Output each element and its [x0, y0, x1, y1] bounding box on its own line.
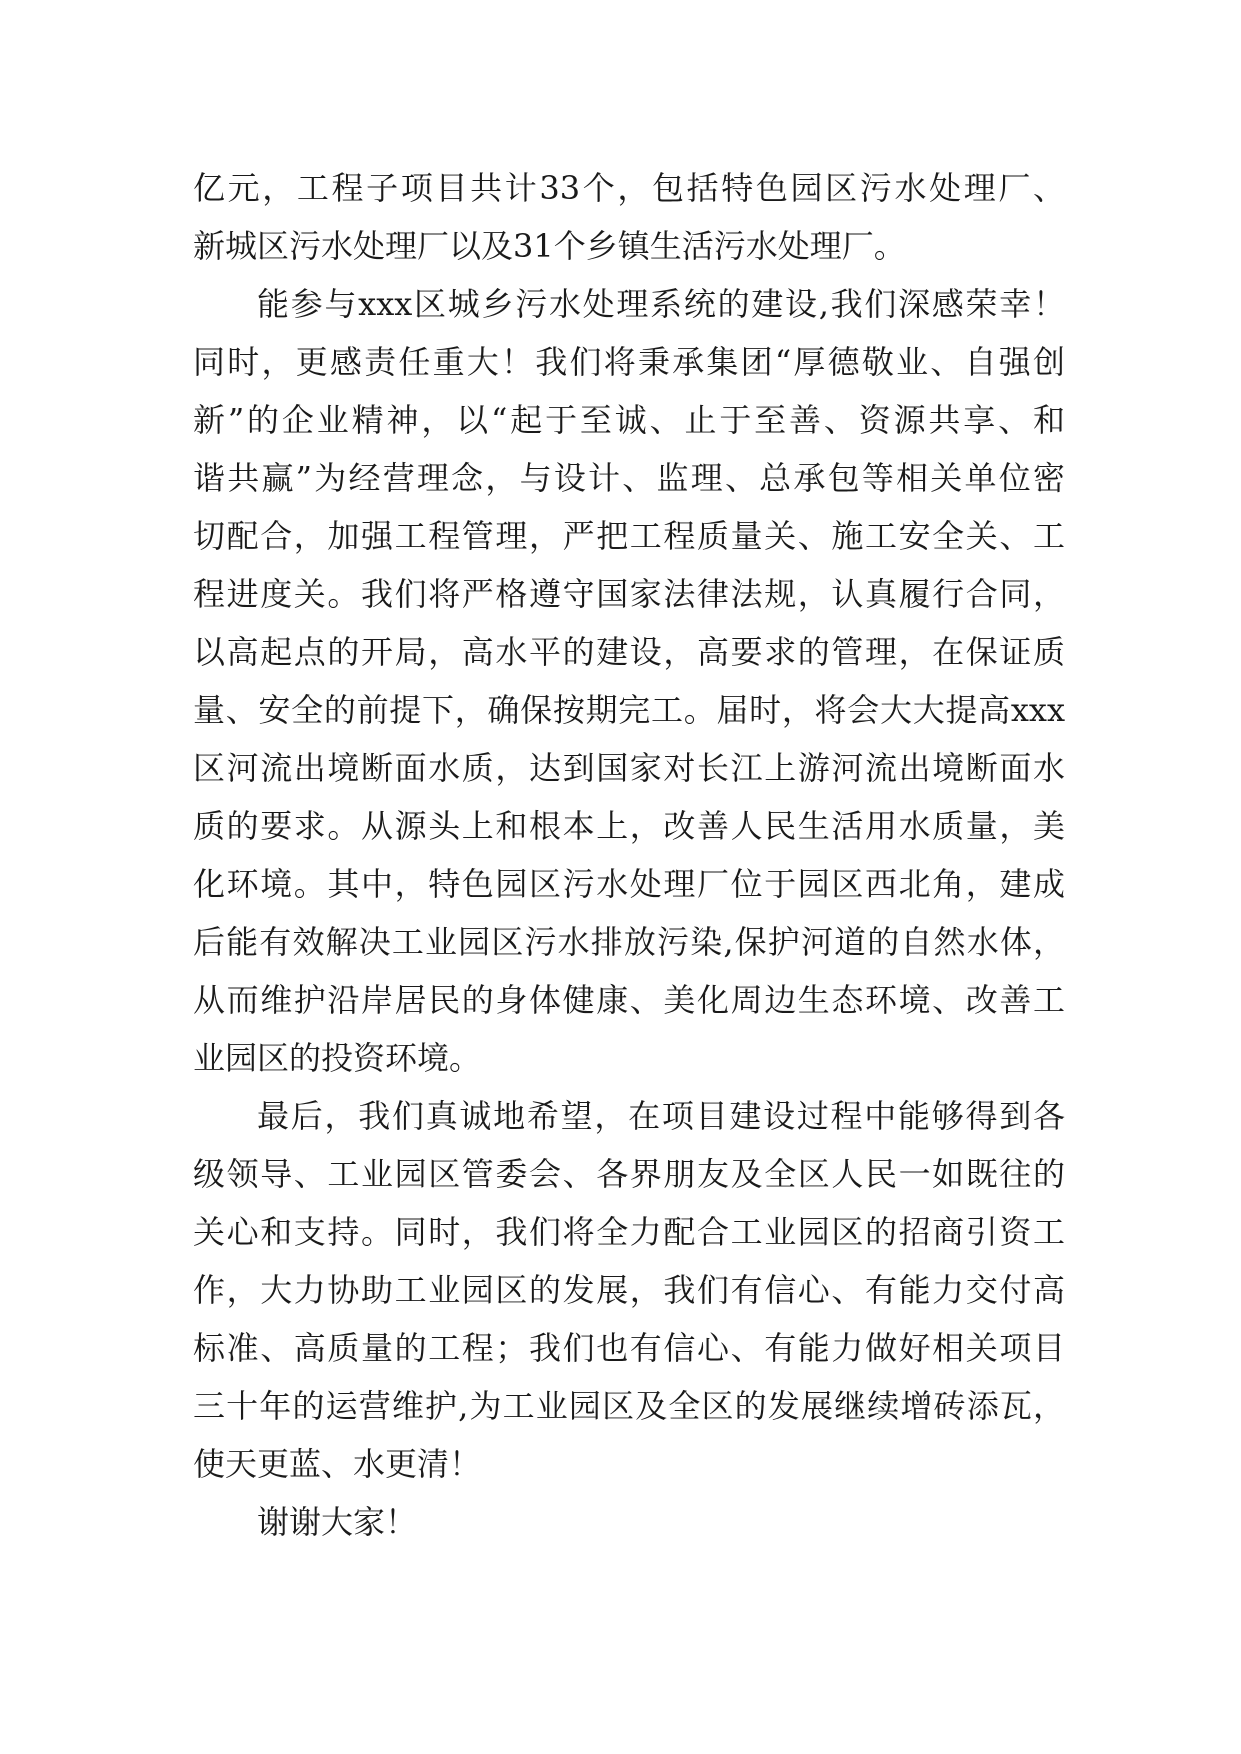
paragraph-3: [193, 1087, 1065, 1493]
text-line: 级领导、工业园区管委会、各界朋友及全区人民一如既往的: [193, 1155, 1065, 1193]
text-line: 业园区的投资环境。: [193, 1039, 482, 1077]
document-body: [193, 159, 1065, 1551]
paragraph-1: [193, 159, 1065, 275]
text-line: 能参与xxx区城乡污水处理系统的建设,我们深感荣幸！: [257, 285, 1065, 323]
text-line: 后能有效解决工业园区污水排放污染,保护河道的自然水体，: [193, 923, 1065, 961]
text-line: 作，大力协助工业园区的发展，我们有信心、有能力交付高: [193, 1271, 1065, 1309]
text-line: 标准、高质量的工程；我们也有信心、有能力做好相关项目: [193, 1329, 1065, 1367]
text-line: 同时，更感责任重大！我们将秉承集团“厚德敬业、自强创: [193, 343, 1065, 381]
text-line: 关心和支持。同时，我们将全力配合工业园区的招商引资工: [193, 1213, 1065, 1251]
text-line: 以高起点的开局，高水平的建设，高要求的管理，在保证质: [193, 633, 1065, 671]
text-line: 新城区污水处理厂以及31个乡镇生活污水处理厂。: [193, 227, 906, 265]
text-line: 使天更蓝、水更清！: [193, 1445, 482, 1483]
text-line: 切配合，加强工程管理，严把工程质量关、施工安全关、工: [193, 517, 1065, 555]
text-line: 从而维护沿岸居民的身体健康、美化周边生态环境、改善工: [193, 981, 1065, 1019]
text-line: 区河流出境断面水质，达到国家对长江上游河流出境断面水: [193, 749, 1065, 787]
text-line: 质的要求。从源头上和根本上，改善人民生活用水质量，美: [193, 807, 1065, 845]
text-line: 量、安全的前提下，确保按期完工。届时，将会大大提高xxx: [193, 691, 1065, 729]
text-line: 三十年的运营维护,为工业园区及全区的发展继续增砖添瓦，: [193, 1387, 1065, 1425]
text-line: 程进度关。我们将严格遵守国家法律法规，认真履行合同，: [193, 575, 1065, 613]
text-line: 亿元，工程子项目共计33个，包括特色园区污水处理厂、: [193, 169, 1065, 207]
text-line: 新”的企业精神，以“起于至诚、止于至善、资源共享、和: [193, 401, 1065, 439]
text-line: 谐共赢”为经营理念，与设计、监理、总承包等相关单位密: [193, 459, 1065, 497]
text-line: 化环境。其中，特色园区污水处理厂位于园区西北角，建成: [193, 865, 1065, 903]
text-line: 最后，我们真诚地希望，在项目建设过程中能够得到各: [257, 1097, 1065, 1135]
paragraph-2: [193, 275, 1065, 1087]
paragraph-4: [193, 1493, 1065, 1551]
text-line: 谢谢大家！: [257, 1503, 418, 1541]
